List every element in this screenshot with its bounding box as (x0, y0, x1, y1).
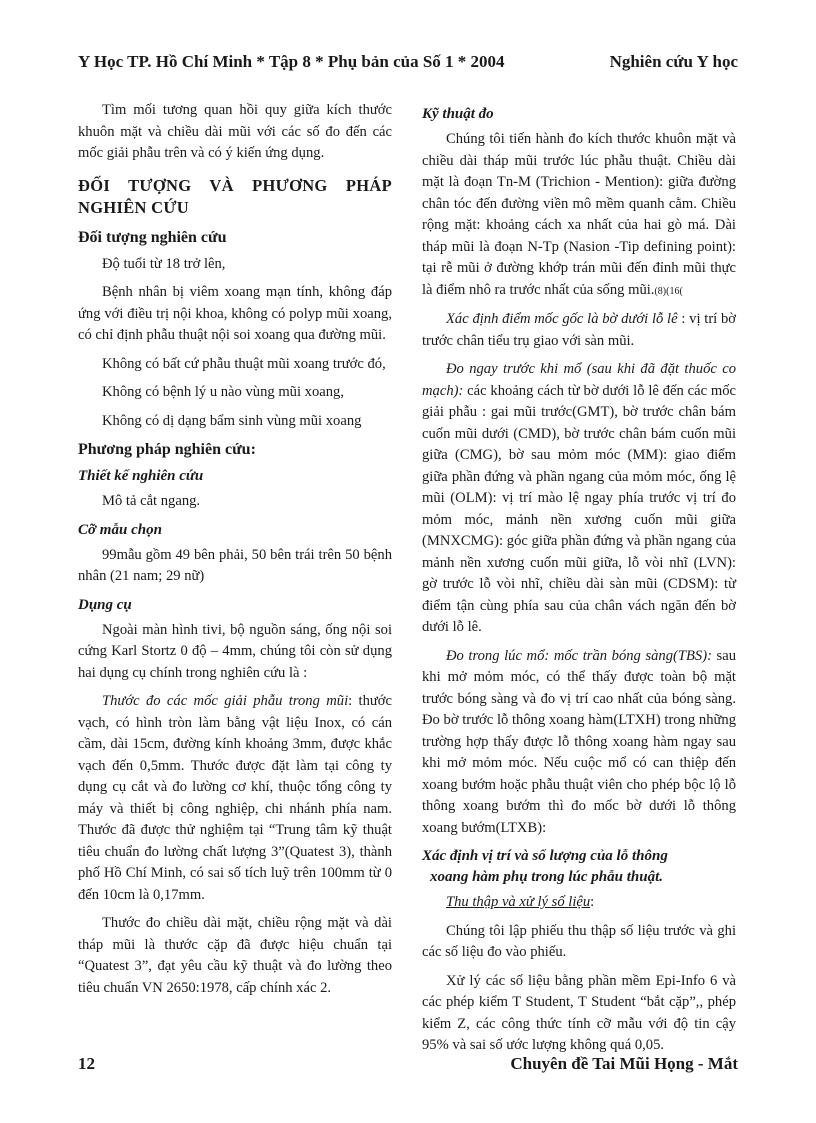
running-footer (78, 1054, 738, 1076)
ruler-text: : thước vạch, có hình tròn làm bằng vật liệu Inox, có cán cầm, dài 15cm, đường kính khoảng 3mm, được khắc vạch đến 0,5mm. Thước được đặt làm tại công ty dụng cụ cắt và đo lường cơ khí, thuộc tổng công ty máy và thiết bị công nghiệp, chi nhánh phía nam. Thước đã được thử nghiệm tại “Trung tâm kỹ thuật tiêu chuẩn đo lường chất lượng 3”(Quatest 3), thành phố Hồ Chí Minh, có sai số tích luỹ trên 100mm từ 0 đến 10cm là 0,17mm. (78, 693, 392, 903)
origin-paragraph (422, 309, 736, 352)
collect-text: Chúng tôi lập phiếu thu thập số liệu trước và ghi các số liệu đo vào phiếu. (422, 922, 736, 960)
process-text: Xử lý các số liệu bằng phần mềm Epi-Info 6 và các phép kiểm T Student, T Student “bắt cặp”,, phép kiểm Z, các công thức tính cỡ mẫu với độ tin cậy 95% và sai số ước lượng không quá 0,05. (422, 972, 736, 1053)
patient-criterion: Bệnh nhân bị viêm xoang mạn tính, không đáp ứng với điều trị nội khoa, không có polyp mũi xoang, có chỉ định phẫu thuật nội soi xoang qua đường mũi. (78, 284, 392, 343)
no-tumor: Không có bệnh lý u nào vùng mũi xoang, (102, 384, 344, 400)
method-heading: Phương pháp nghiên cứu: (78, 441, 256, 458)
methods-heading: ĐỐI TƯỢNG VÀ PHƯƠNG PHÁP NGHIÊN CỨU (78, 175, 392, 217)
during-surgery-paragraph (422, 646, 736, 840)
sample-heading: Cỡ mẫu chọn (78, 521, 162, 538)
during-surgery-label: Đo trong lúc mổ: mốc trần bóng sàng(TBS): (446, 647, 712, 664)
sample-text: 99mẫu gồm 49 bên phải, 50 bên trái trên 50 bệnh nhân (21 nam; 29 nữ) (78, 546, 392, 584)
locate-heading (422, 846, 736, 888)
no-prior-surgery: Không có bất cứ phẫu thuật mũi xoang trước đó, (102, 355, 386, 372)
collect-label: Thu thập và xử lý số liệu (446, 894, 591, 910)
issue-topic: Chuyên đề Tai Mũi Họng - Mắt (510, 1054, 738, 1073)
during-surgery-text: sau khi mở mỏm móc, có thể thấy được toàn bộ mặt trước bóng sàng và đo vị trí cao nhất của bóng sàng. Đo bờ trước lỗ thông xoang hàm(LTXH) trong những trường hợp thấy được lỗ thông xoang hàm ngay sau khi mở mỏm móc. Nếu cuộc mổ có can thiệp đến xoang bướm hoặc phẫu thuật viên cho phép bộc lộ lỗ thông xoang bướm thì đo mốc bờ dưới lỗ thông xoang bướm(LTXB): (422, 647, 736, 836)
origin-label: Xác định điểm mốc gốc là bờ dưới lỗ lê (446, 311, 678, 327)
collect-heading (422, 892, 736, 914)
right-column (422, 100, 736, 1064)
tools-text: Ngoài màn hình tivi, bộ nguồn sáng, ống nội soi cứng Karl Stortz 0 độ – 4mm, chúng tôi còn sử dụng hai dụng cụ chính trong nghiên cứu là : (78, 621, 392, 681)
technique-text: Chúng tôi tiến hành đo kích thước khuôn mặt và chiều dài tháp mũi trước lúc phẫu thuật. Chiều dài mặt là đoạn Tn-M (Trichion - Mention): giữa đường chân tóc đến đường viền mô mềm quanh cằm. Chiều rộng mặt: khoảng cách xa nhất của hai gò má. Dài tháp mũi là đoạn N-Tp (Nasion -Tip defining point): tại rễ mũi ở đường khớp trán mũi đến đỉnh mũi thực là điểm nhô ra trước nhất của sống mũi. (422, 131, 736, 298)
locate-heading-line-2: xoang hàm phụ trong lúc phẫu thuật. (430, 869, 664, 885)
age-criterion: Độ tuổi từ 18 trở lên, (102, 255, 226, 272)
journal-title: Y Học TP. Hồ Chí Minh * Tập 8 * Phụ bản của Số 1 * 2004 (78, 52, 505, 71)
section-title: Nghiên cứu Y học (609, 52, 738, 71)
before-surgery-text: các khoảng cách từ bờ dưới lỗ lê đến các mốc giải phẫu : gai mũi trước(GMT), bờ trước chân bám cuốn mũi dưới (CMD), bờ trước chân bám cuốn mũi giữa (CMG), bờ sau mỏm móc (MM): giao điểm giữa phần đứng và phần ngang của mỏm móc, ống lệ mũi (OLM): vị trí mào lệ ngay phía trước vị trí đo mỏm móc, mảnh nền xương cuốn mũi giữa (MNXCMG): góc giữa phần đứng và phần ngang của mảnh nền xương cuốn mũi giữa, lỗ vòi nhĩ (LVN): gờ trước lỗ vòi nhĩ, chiều dài sàn mũi (CDSM): từ điểm tận cùng phía sau của chân vách ngăn đến bờ dưới lỗ lê. (422, 382, 736, 635)
locate-heading-line-1: Xác định vị trí và số lượng của lỗ thông (422, 848, 668, 864)
technique-reference: (8)(16( (654, 285, 683, 297)
caliper-paragraph: Thước đo chiều dài mặt, chiều rộng mặt và dài tháp mũi là thước cặp đã được hiệu chuẩn tại “Quatest 3”, đạt yêu cầu kỹ thuật và đo lường theo tiêu chuẩn VN 2650:1978, cấp chính xác 2. (78, 915, 392, 996)
design-text: Mô tả cắt ngang. (102, 493, 201, 509)
technique-heading: Kỹ thuật đo (422, 106, 494, 122)
before-surgery-label: Đo ngay trước khi mổ (sau khi đã đặt thuốc co mạch): (422, 361, 736, 399)
left-column (78, 100, 392, 1006)
page-number: 12 (78, 1054, 95, 1073)
tools-heading: Dụng cụ (78, 596, 132, 613)
ruler-label: Thước đo các mốc giải phẫu trong mũi (102, 693, 349, 709)
origin-text: : vị trí bờ trước chân tiểu trụ giao với sàn mũi. (422, 311, 736, 349)
intro-paragraph: Tìm mối tương quan hồi quy giữa kích thước khuôn mặt và chiều dài mũi với các số đo đến các mốc giải phẫu trên và có ý kiến ứng dụng. (78, 102, 392, 161)
no-malformation: Không có dị dạng bẩm sinh vùng mũi xoang (102, 412, 362, 429)
subjects-heading: Đối tượng nghiên cứu (78, 228, 227, 246)
ruler-paragraph (78, 691, 392, 906)
design-heading: Thiết kế nghiên cứu (78, 468, 204, 484)
collect-colon: : (590, 894, 595, 910)
before-surgery-paragraph (422, 359, 736, 639)
technique-paragraph (422, 129, 736, 302)
running-header (78, 52, 738, 74)
